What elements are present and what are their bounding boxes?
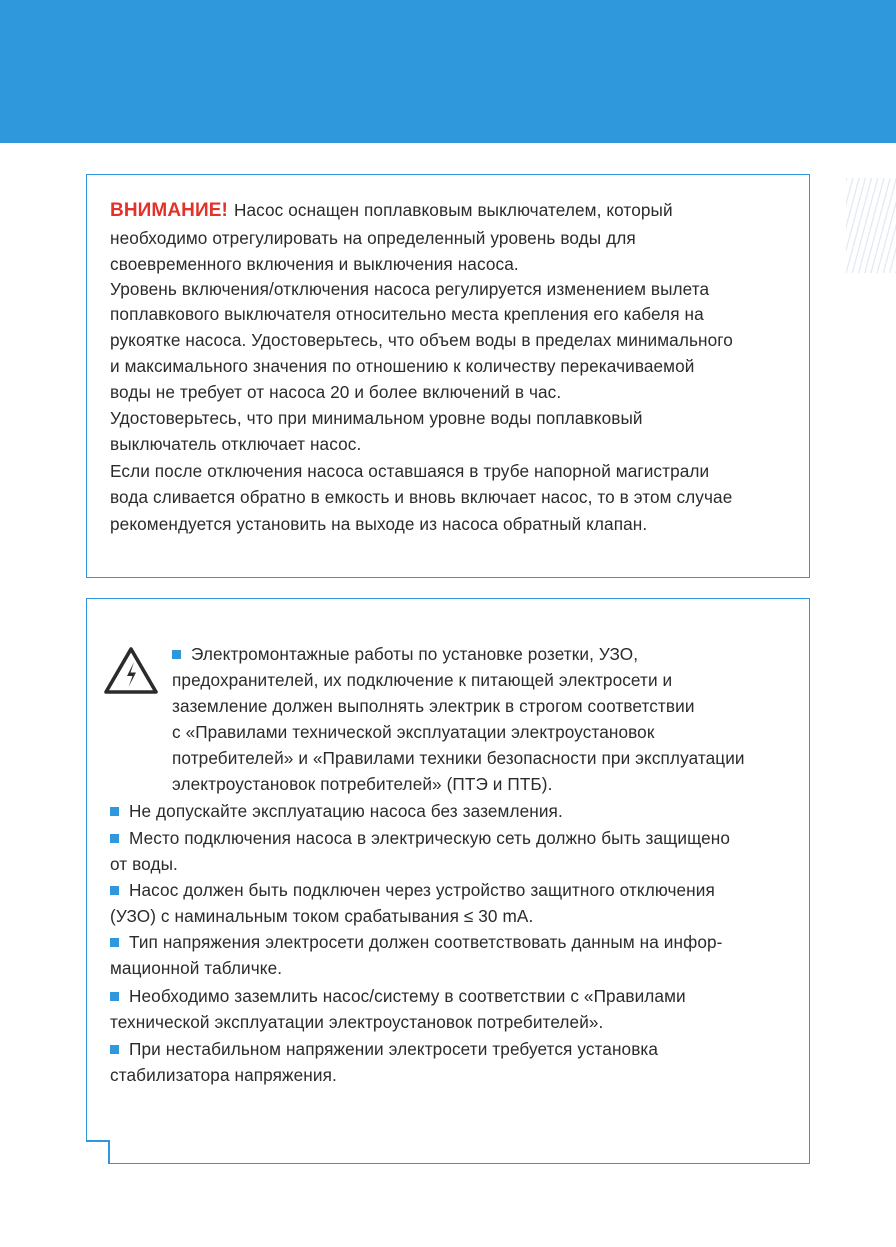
- header-band: [0, 0, 896, 143]
- electrical-line: При нестабильном напряжении электросети требуется установка: [110, 1036, 658, 1062]
- warning-line: своевременного включения и выключения насоса.: [110, 254, 519, 274]
- warning-line: и максимального значения по отношению к количеству перекачиваемой: [110, 356, 695, 376]
- electrical-line: мационной табличке.: [110, 958, 283, 978]
- warning-line: поплавкового выключателя относительно места крепления его кабеля на: [110, 304, 704, 324]
- bullet-icon: [110, 938, 119, 947]
- warning-line: выключатель отключает насос.: [110, 434, 362, 454]
- bullet-icon: [110, 886, 119, 895]
- warning-line: вода сливается обратно в емкость и вновь включает насос, то в этом случае: [110, 487, 733, 507]
- electrical-line: Необходимо заземлить насос/систему в соответствии с «Правилами: [110, 983, 686, 1009]
- electrical-line: Электромонтажные работы по установке розетки, УЗО,: [172, 641, 638, 667]
- electrical-line: Место подключения насоса в электрическую сеть должно быть защищено: [110, 825, 730, 851]
- corner-line: [108, 1140, 110, 1164]
- warning-line: ВНИМАНИЕ! Насос оснащен поплавковым выключателем, который: [110, 200, 673, 221]
- electrical-line: потребителей» и «Правилами техники безопасности при эксплуатации: [172, 748, 745, 768]
- electrical-line: заземление должен выполнять электрик в строгом соответствии: [172, 696, 695, 716]
- electrical-line: электроустановок потребителей» (ПТЭ и ПТБ).: [172, 774, 553, 794]
- bullet-icon: [172, 650, 181, 659]
- electrical-line: Насос должен быть подключен через устройство защитного отключения: [110, 877, 715, 903]
- electrical-line: Не допускайте эксплуатацию насоса без заземления.: [110, 798, 563, 824]
- electrical-line: Тип напряжения электросети должен соответствовать данным на инфор-: [110, 929, 722, 955]
- corner-notch: [84, 1140, 108, 1168]
- bullet-icon: [110, 807, 119, 816]
- bullet-icon: [110, 992, 119, 1001]
- warning-line: Удостоверьтесь, что при минимальном уровне воды поплавковый: [110, 408, 643, 428]
- corner-line: [86, 1140, 109, 1142]
- bullet-icon: [110, 1045, 119, 1054]
- high-voltage-warning-icon: [103, 645, 159, 695]
- warning-line: рекомендуется установить на выходе из насоса обратный клапан.: [110, 514, 648, 534]
- warning-line: необходимо отрегулировать на определенный уровень воды для: [110, 228, 636, 248]
- electrical-line: (УЗО) с наминальным током срабатывания ≤ 30 mA.: [110, 906, 534, 926]
- warning-line: Уровень включения/отключения насоса регулируется изменением вылета: [110, 279, 710, 299]
- bullet-icon: [110, 834, 119, 843]
- warning-line: воды не требует от насоса 20 и более включений в час.: [110, 382, 562, 402]
- warning-label: ВНИМАНИЕ!: [110, 200, 228, 221]
- electrical-line: с «Правилами технической эксплуатации электроустановок: [172, 722, 655, 742]
- decorative-hatch: [846, 178, 896, 273]
- warning-line: Если после отключения насоса оставшаяся в трубе напорной магистрали: [110, 461, 710, 481]
- electrical-line: предохранителей, их подключение к питающей электросети и: [172, 670, 673, 690]
- electrical-line: стабилизатора напряжения.: [110, 1065, 337, 1085]
- electrical-line: технической эксплуатации электроустановок потребителей».: [110, 1012, 604, 1032]
- warning-line: рукоятке насоса. Удостоверьтесь, что объем воды в пределах минимального: [110, 330, 733, 350]
- electrical-line: от воды.: [110, 854, 178, 874]
